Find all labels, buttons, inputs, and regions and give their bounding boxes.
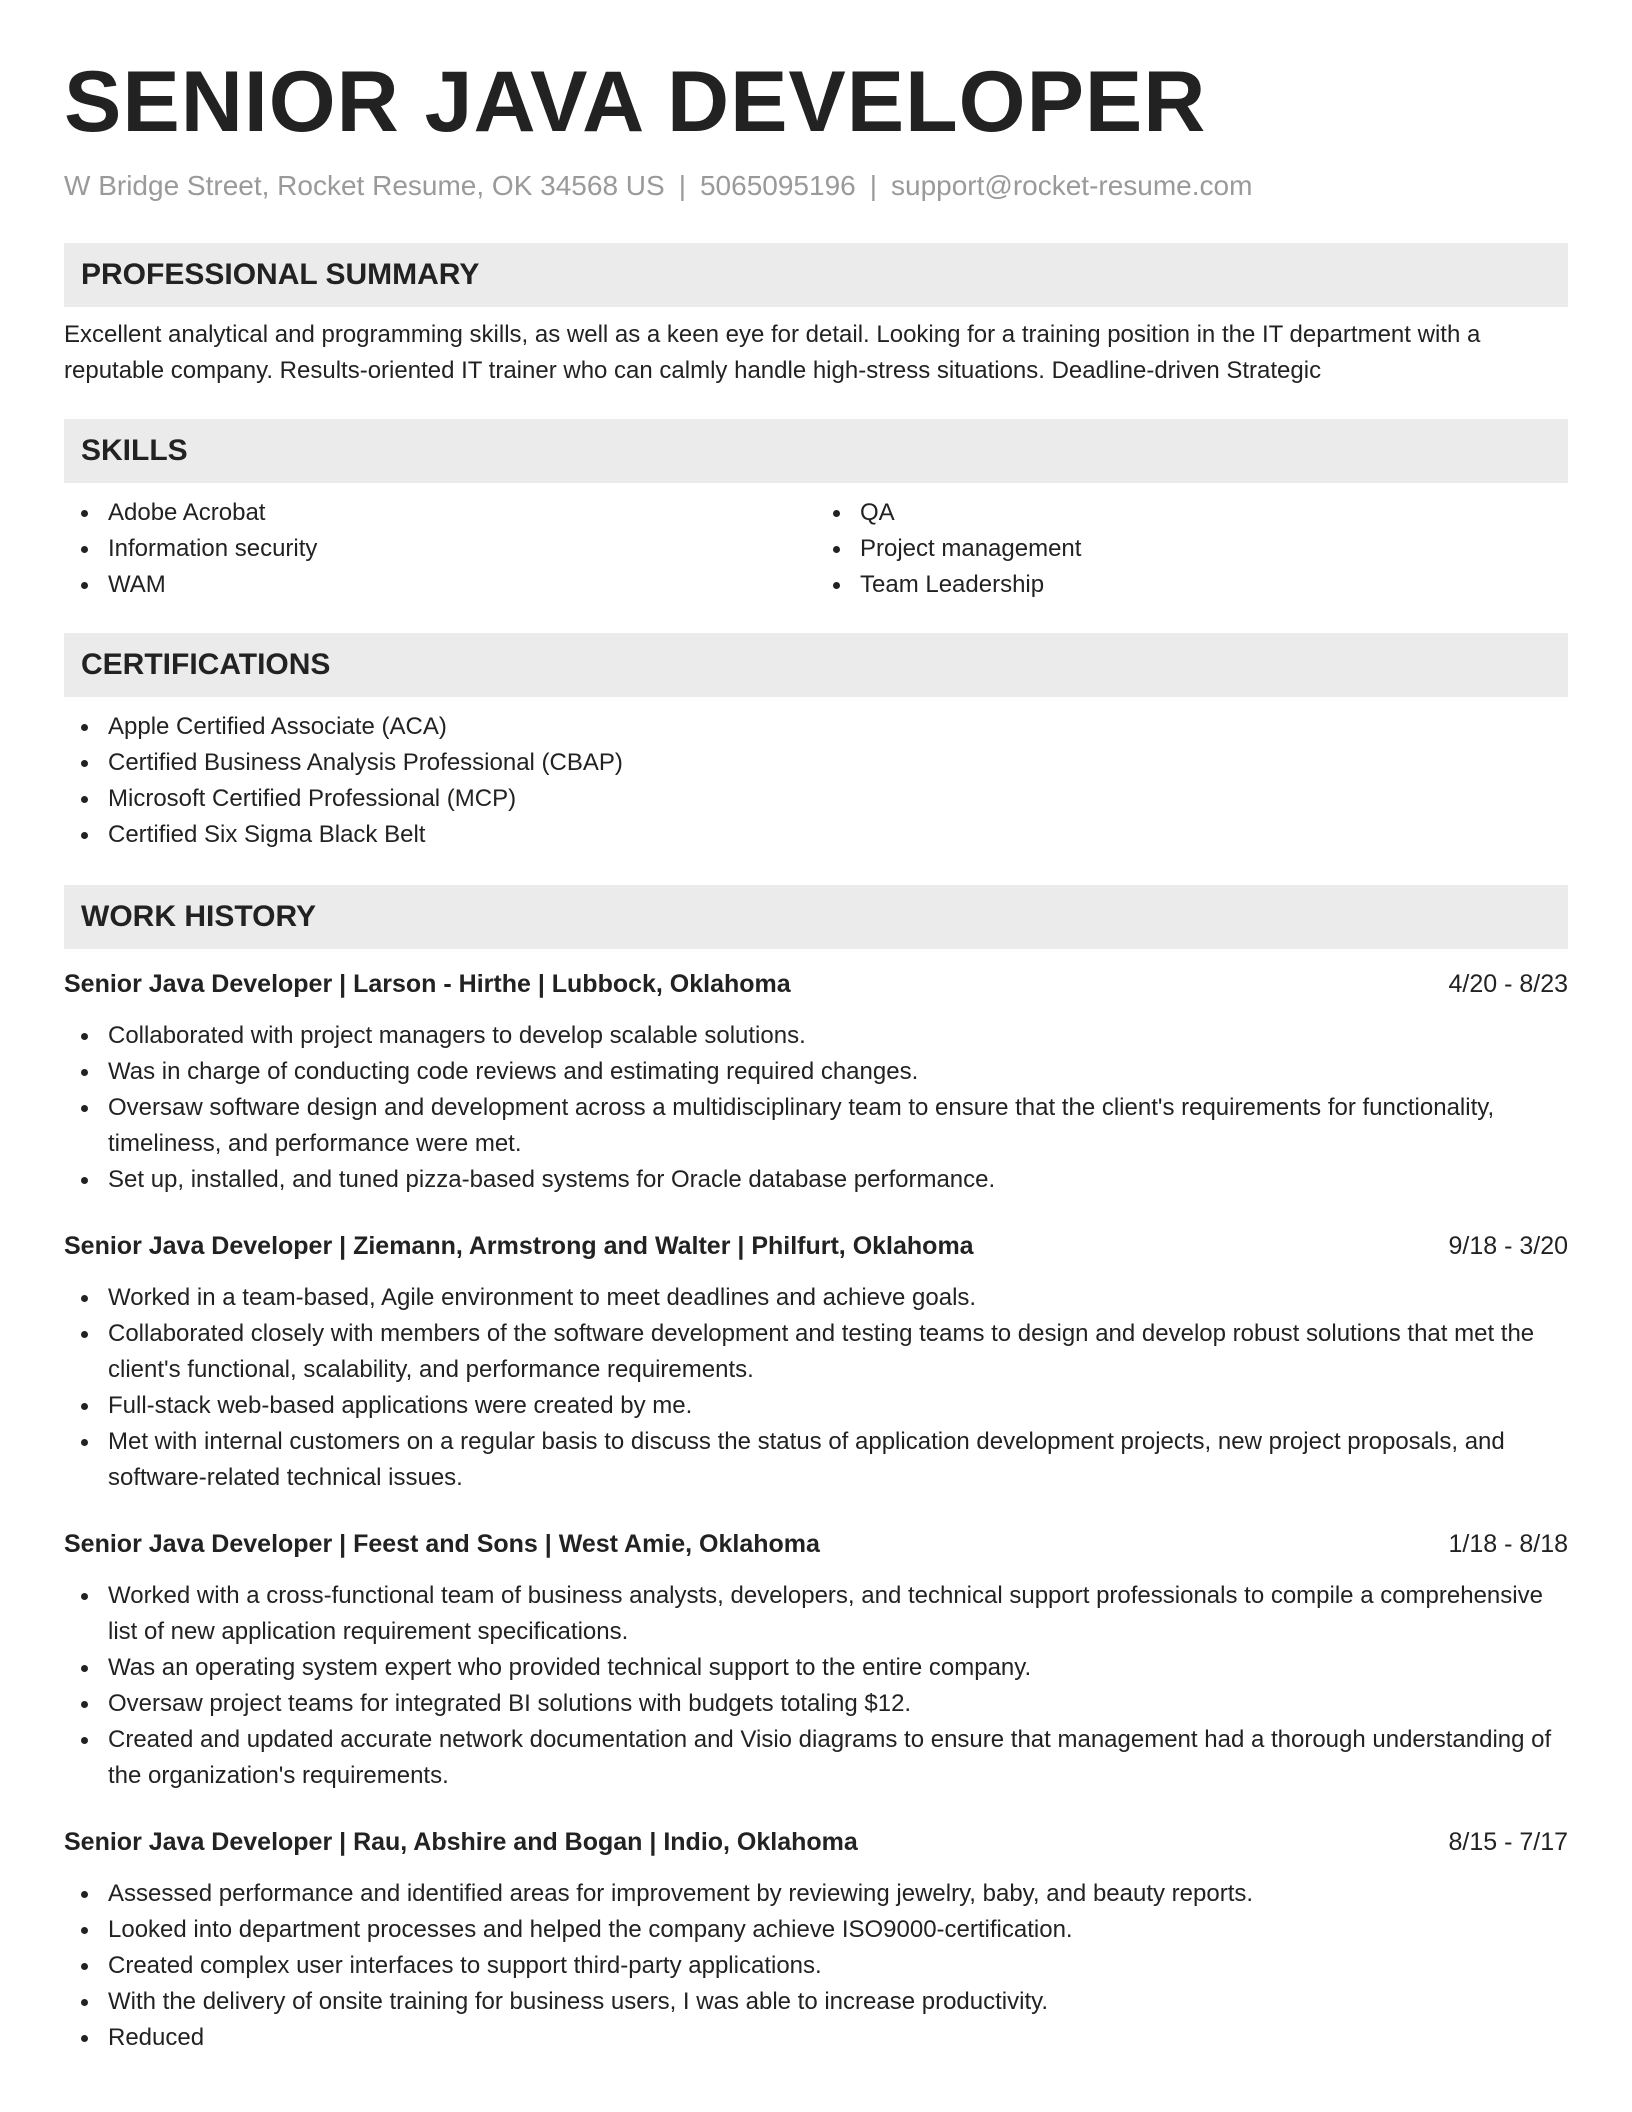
list-item: Collaborated closely with members of the software development and testing teams to design and develop robust solutions that met the client's functional, scalability, and performance requirements. bbox=[64, 1316, 1568, 1388]
list-item: Adobe Acrobat bbox=[64, 495, 816, 531]
skills-list-right bbox=[816, 495, 1568, 603]
job-bullets bbox=[64, 1876, 1568, 2056]
contact-separator: | bbox=[678, 170, 686, 201]
job-bullets bbox=[64, 1018, 1568, 1198]
summary-text: Excellent analytical and programming skills, as well as a keen eye for detail. Looking for a training position in the IT department with a reputable company. Results-oriented IT trainer who can calmly handle high-stress situations. Deadline-driven Strategic bbox=[64, 321, 1481, 384]
job-header bbox=[64, 1526, 1568, 1562]
list-item: Met with internal customers on a regular basis to discuss the status of application development projects, new project proposals, and software-related technical issues. bbox=[64, 1424, 1568, 1496]
contact-line bbox=[64, 166, 1568, 206]
list-item: Assessed performance and identified areas for improvement by reviewing jewelry, baby, and beauty reports. bbox=[64, 1876, 1568, 1912]
job-title: Senior Java Developer | Rau, Abshire and Bogan | Indio, Oklahoma bbox=[64, 1828, 858, 1856]
list-item: Looked into department processes and helped the company achieve ISO9000-certification. bbox=[64, 1912, 1568, 1948]
list-item: Certified Business Analysis Professional (CBAP) bbox=[64, 745, 1568, 781]
job-header bbox=[64, 1228, 1568, 1264]
job-header bbox=[64, 966, 1568, 1002]
skills-list-left bbox=[64, 495, 816, 603]
list-item: QA bbox=[816, 495, 1568, 531]
skills-grid bbox=[64, 495, 1568, 603]
certifications-list bbox=[64, 709, 1568, 853]
list-item: Was in charge of conducting code reviews and estimating required changes. bbox=[64, 1054, 1568, 1090]
section-header-work-history: WORK HISTORY bbox=[64, 885, 1568, 949]
list-item: Reduced bbox=[64, 2020, 1568, 2056]
job-bullets bbox=[64, 1280, 1568, 1496]
list-item: Apple Certified Associate (ACA) bbox=[64, 709, 1568, 745]
job-dates: 8/15 - 7/17 bbox=[1448, 1828, 1568, 1856]
list-item: Set up, installed, and tuned pizza-based systems for Oracle database performance. bbox=[64, 1162, 1568, 1198]
job-dates: 1/18 - 8/18 bbox=[1448, 1530, 1568, 1558]
contact-separator: | bbox=[869, 170, 877, 201]
list-item: WAM bbox=[64, 567, 816, 603]
list-item: Worked in a team-based, Agile environment to meet deadlines and achieve goals. bbox=[64, 1280, 1568, 1316]
job-dates: 9/18 - 3/20 bbox=[1448, 1232, 1568, 1260]
section-header-certifications: CERTIFICATIONS bbox=[64, 633, 1568, 697]
list-item: Collaborated with project managers to develop scalable solutions. bbox=[64, 1018, 1568, 1054]
job-dates: 4/20 - 8/23 bbox=[1448, 970, 1568, 998]
list-item: Full-stack web-based applications were created by me. bbox=[64, 1388, 1568, 1424]
job-bullets bbox=[64, 1578, 1568, 1794]
list-item: Information security bbox=[64, 531, 816, 567]
list-item: Team Leadership bbox=[816, 567, 1568, 603]
job-entry bbox=[64, 966, 1568, 1198]
job-title: Senior Java Developer | Ziemann, Armstrong and Walter | Philfurt, Oklahoma bbox=[64, 1232, 974, 1260]
list-item: Created and updated accurate network documentation and Visio diagrams to ensure that management had a thorough understanding of the organization's requirements. bbox=[64, 1722, 1568, 1794]
section-header-skills: SKILLS bbox=[64, 419, 1568, 483]
resume-name: SENIOR JAVA DEVELOPER bbox=[64, 54, 1207, 150]
job-entry bbox=[64, 1824, 1568, 2056]
job-title: Senior Java Developer | Larson - Hirthe | Lubbock, Oklahoma bbox=[64, 970, 791, 998]
list-item: Was an operating system expert who provided technical support to the entire company. bbox=[64, 1650, 1568, 1686]
list-item: Project management bbox=[816, 531, 1568, 567]
list-item: Oversaw project teams for integrated BI solutions with budgets totaling $12. bbox=[64, 1686, 1568, 1722]
job-header bbox=[64, 1824, 1568, 1860]
job-title: Senior Java Developer | Feest and Sons | West Amie, Oklahoma bbox=[64, 1530, 820, 1558]
section-header-summary: PROFESSIONAL SUMMARY bbox=[64, 243, 1568, 307]
contact-address: W Bridge Street, Rocket Resume, OK 34568 US bbox=[64, 170, 665, 201]
list-item: Microsoft Certified Professional (MCP) bbox=[64, 781, 1568, 817]
list-item: Certified Six Sigma Black Belt bbox=[64, 817, 1568, 853]
list-item: Created complex user interfaces to support third-party applications. bbox=[64, 1948, 1568, 1984]
contact-phone: 5065095196 bbox=[699, 170, 856, 201]
job-entry bbox=[64, 1228, 1568, 1496]
list-item: With the delivery of onsite training for business users, I was able to increase productivity. bbox=[64, 1984, 1568, 2020]
contact-email: support@rocket-resume.com bbox=[891, 170, 1253, 201]
list-item: Worked with a cross-functional team of business analysts, developers, and technical support professionals to compile a comprehensive list of new application requirement specifications. bbox=[64, 1578, 1568, 1650]
list-item: Oversaw software design and development across a multidisciplinary team to ensure that the client's requirements for functionality, timeliness, and performance were met. bbox=[64, 1090, 1568, 1162]
job-entry bbox=[64, 1526, 1568, 1794]
